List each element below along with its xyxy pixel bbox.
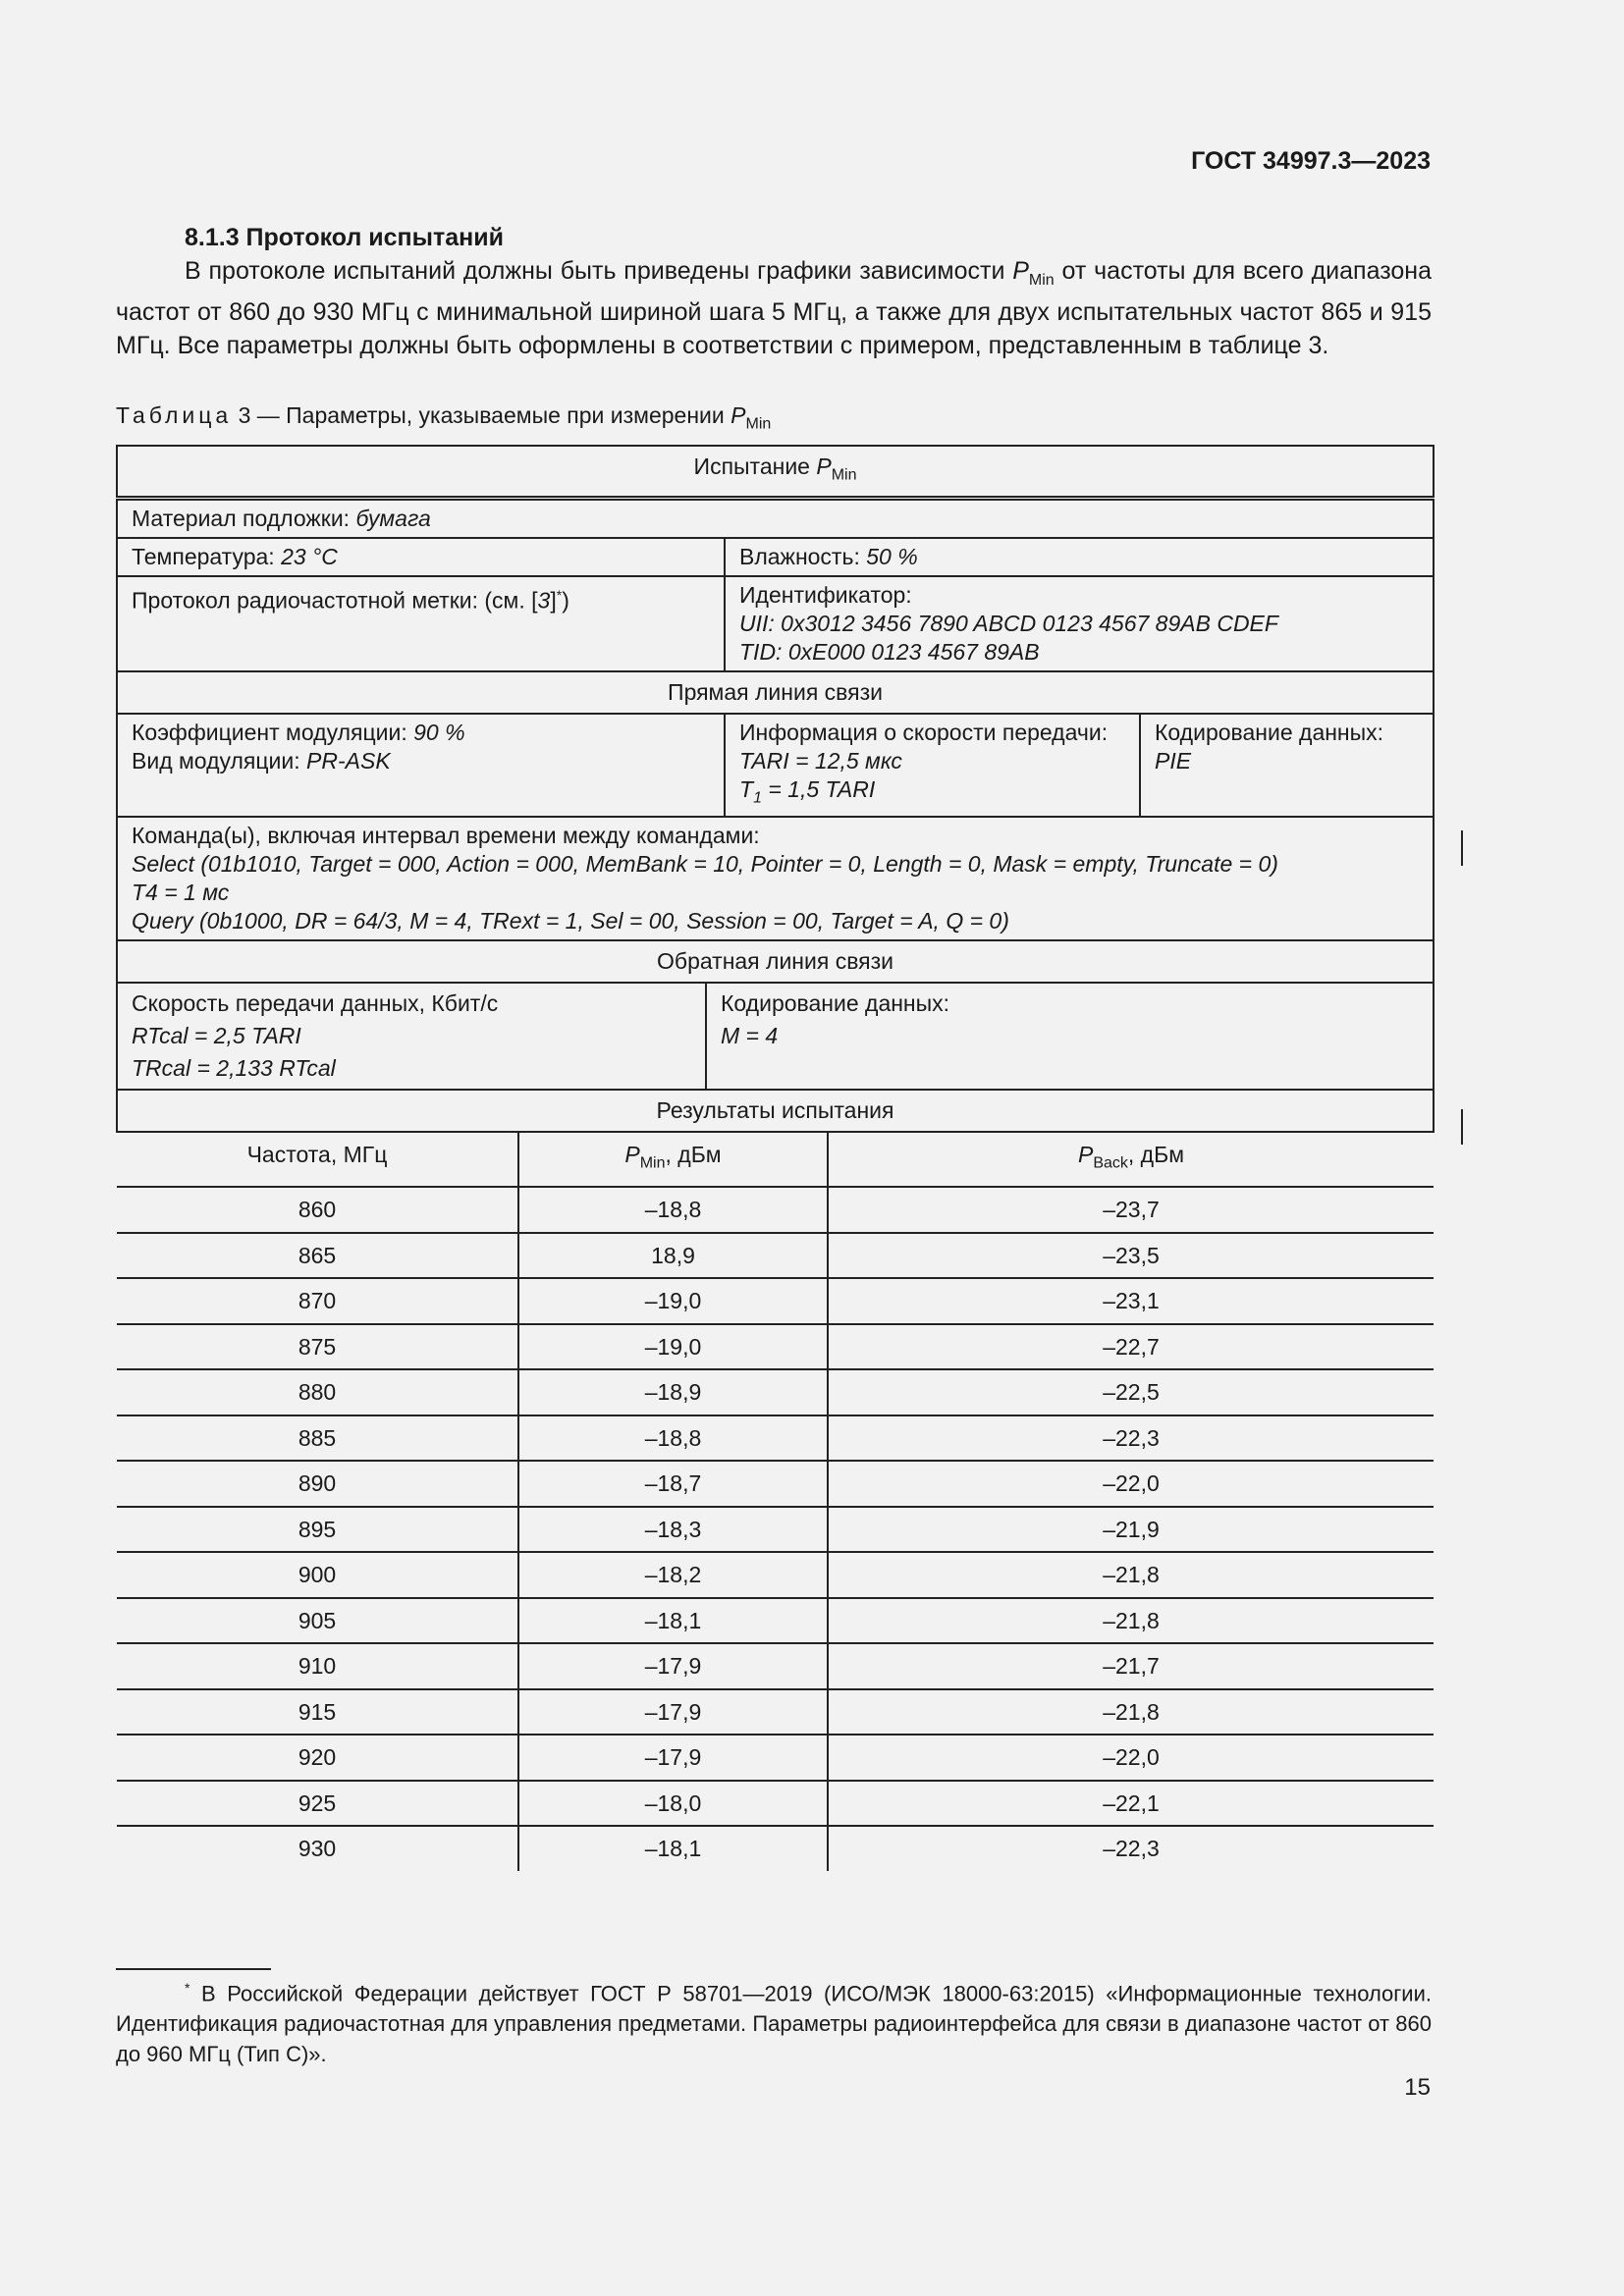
frequency-cell: 865 — [117, 1233, 518, 1279]
humidity-value: 50 % — [866, 543, 918, 569]
pmin-subscript: Min — [639, 1154, 666, 1172]
table-row — [117, 1781, 1434, 1827]
section-8-1-3 — [116, 222, 1432, 362]
protocol-cell — [117, 576, 725, 671]
table-row — [117, 1507, 1434, 1553]
tid-value: TID: 0xE000 0123 4567 89AB — [739, 638, 1040, 665]
para-text-start: В протоколе испытаний должны быть приведены графики зависимости — [185, 256, 1013, 285]
pmin-letter: P — [624, 1142, 640, 1168]
pback-cell: –21,8 — [828, 1552, 1434, 1598]
pmin-cell: –18,8 — [518, 1187, 828, 1233]
mod-index-label: Коэффициент модуляции: — [132, 719, 414, 745]
substrate-cell — [117, 498, 1434, 538]
protocol-label: Протокол радиочастотной метки: (см. [ — [132, 587, 538, 614]
footnote-marker: * — [556, 586, 563, 603]
rtcal-value: RTcal = 2,5 TARI — [132, 1023, 301, 1049]
table-row — [117, 1324, 1434, 1370]
pback-cell: –23,1 — [828, 1278, 1434, 1324]
t1-letter: T — [739, 775, 754, 802]
reverse-encoding-cell — [706, 983, 1434, 1090]
results-header-row — [117, 1133, 1434, 1187]
pmin-cell: –18,7 — [518, 1461, 828, 1507]
table-row — [117, 1735, 1434, 1781]
pback-cell: –22,0 — [828, 1735, 1434, 1781]
caption-p-symbol: P — [731, 402, 746, 428]
pback-cell: –21,7 — [828, 1643, 1434, 1689]
section-paragraph — [116, 255, 1432, 363]
table-row — [117, 1643, 1434, 1689]
pback-subscript: Back — [1093, 1154, 1128, 1172]
protocol-bracket: ] — [550, 587, 557, 614]
results-table — [117, 1133, 1434, 1871]
mod-index-value: 90 % — [413, 719, 465, 745]
reverse-link-header: Обратная линия связи — [117, 940, 1434, 983]
footnote-marker: * — [185, 1980, 190, 1996]
t1-value — [739, 775, 1125, 813]
tari-value: TARI = 12,5 мкс — [739, 747, 902, 774]
caption-p-subscript: Min — [745, 415, 772, 433]
t1-subscript: 1 — [753, 789, 762, 807]
table-row — [117, 1233, 1434, 1279]
pmin-cell: –18,2 — [518, 1552, 828, 1598]
frequency-cell: 895 — [117, 1507, 518, 1553]
pback-cell: –23,5 — [828, 1233, 1434, 1279]
pback-cell: –22,0 — [828, 1461, 1434, 1507]
revision-bar — [1461, 1109, 1463, 1145]
footnote-rule — [116, 1968, 271, 1970]
results-header: Результаты испытания — [117, 1090, 1434, 1132]
table-row — [117, 1369, 1434, 1415]
select-command: Select (01b1010, Target = 000, Action = 000, MemBank = 10, Pointer = 0, Length = 0, Mask = empty, Truncate = 0) — [132, 851, 1278, 878]
encoding-label: Кодирование данных: — [1155, 719, 1384, 745]
section-title: 8.1.3 Протокол испытаний — [185, 224, 504, 251]
pmin-cell: –18,3 — [518, 1507, 828, 1553]
pmin-cell: –18,1 — [518, 1826, 828, 1871]
table-row — [117, 1826, 1434, 1871]
frequency-cell: 880 — [117, 1369, 518, 1415]
page-number: 15 — [1404, 2074, 1431, 2101]
pback-cell: –22,5 — [828, 1369, 1434, 1415]
test-p-symbol: P — [816, 454, 832, 479]
table-row — [117, 1552, 1434, 1598]
data-rate-cell — [117, 983, 706, 1090]
frequency-cell: 905 — [117, 1598, 518, 1644]
modulation-cell — [117, 714, 725, 818]
rate-label: Информация о скорости передачи: — [739, 719, 1109, 745]
commands-label: Команда(ы), включая интервал времени между командами: — [132, 823, 760, 849]
t4-interval: T4 = 1 мс — [132, 880, 230, 906]
table-row — [117, 1689, 1434, 1735]
pback-cell: –22,7 — [828, 1324, 1434, 1370]
caption-text: 3 — Параметры, указываемые при измерении — [232, 402, 731, 428]
substrate-label: Материал подложки: — [132, 505, 356, 531]
humidity-cell — [725, 538, 1434, 576]
pback-cell: –22,3 — [828, 1415, 1434, 1462]
col-frequency: Частота, МГц — [117, 1133, 518, 1187]
temperature-label: Температура: — [132, 543, 282, 569]
reverse-encoding-label: Кодирование данных: — [721, 990, 950, 1017]
uii-value: UII: 0x3012 3456 7890 ABCD 0123 4567 89AB CDEF — [739, 610, 1278, 636]
protocol-ref: 3 — [537, 587, 551, 614]
table-row — [117, 1278, 1434, 1324]
frequency-cell: 930 — [117, 1826, 518, 1871]
footnote — [116, 1973, 1432, 2069]
pback-cell: –22,3 — [828, 1826, 1434, 1871]
pback-cell: –21,8 — [828, 1598, 1434, 1644]
encoding-cell — [1140, 714, 1434, 818]
parameters-table — [116, 445, 1435, 1871]
data-rate-label: Скорость передачи данных, Кбит/с — [132, 990, 499, 1017]
reverse-encoding-value: M = 4 — [721, 1023, 779, 1049]
frequency-cell: 890 — [117, 1461, 518, 1507]
table-row — [117, 1461, 1434, 1507]
table-caption — [116, 402, 771, 434]
forward-link-header: Прямая линия связи — [117, 671, 1434, 714]
pmin-cell: –17,9 — [518, 1643, 828, 1689]
identifier-label: Идентификатор: — [739, 581, 912, 608]
identifier-cell — [725, 576, 1434, 671]
temperature-cell — [117, 538, 725, 576]
substrate-value: бумага — [355, 505, 431, 531]
t1-rest: = 1,5 TARI — [761, 775, 876, 802]
frequency-cell: 860 — [117, 1187, 518, 1233]
table-row — [117, 1187, 1434, 1233]
temperature-value: 23 °C — [281, 543, 338, 569]
frequency-cell: 885 — [117, 1415, 518, 1462]
para-text-end: от частоты для всего диапазона частот от 860 до 930 МГц с минимальной шириной шага 5 МГц, а также для двух испытательных частот 865 и 915 МГц. Все параметры должны быть оформлены в соответствии с примером, представленным в таблице 3. — [116, 256, 1432, 359]
results-container — [117, 1132, 1434, 1871]
pmin-unit: , дБм — [665, 1142, 722, 1168]
p-subscript: Min — [1028, 271, 1055, 289]
pmin-cell: –19,0 — [518, 1324, 828, 1370]
pmin-cell: –18,1 — [518, 1598, 828, 1644]
frequency-cell: 900 — [117, 1552, 518, 1598]
mod-type-label: Вид модуляции: — [132, 747, 307, 774]
table-row — [117, 1598, 1434, 1644]
query-command: Query (0b1000, DR = 64/3, M = 4, TRext = 1, Sel = 00, Session = 00, Target = A, Q = 0) — [132, 908, 1009, 934]
footnote-text: В Российской Федерации действует ГОСТ Р 58701—2019 (ИСО/МЭК 18000-63:2015) «Информационные технологии. Идентификация радиочастотная для управления предметами. Параметры радиоинтерфейса для связи в диапазоне частот от 860 до 960 МГц (Тип С)». — [116, 1981, 1432, 2067]
pback-cell: –22,1 — [828, 1781, 1434, 1827]
test-title-text: Испытание — [693, 454, 817, 479]
pmin-cell: –18,9 — [518, 1369, 828, 1415]
commands-cell — [117, 817, 1434, 940]
frequency-cell: 875 — [117, 1324, 518, 1370]
pmin-cell: 18,9 — [518, 1233, 828, 1279]
results-body — [117, 1133, 1434, 1871]
mod-type-value: PR-ASK — [306, 747, 391, 774]
p-symbol: P — [1012, 256, 1029, 285]
col-pback — [828, 1133, 1434, 1187]
pmin-cell: –18,0 — [518, 1781, 828, 1827]
col-pmin — [518, 1133, 828, 1187]
frequency-cell: 920 — [117, 1735, 518, 1781]
pmin-cell: –17,9 — [518, 1735, 828, 1781]
caption-prefix: Таблица — [116, 402, 233, 428]
revision-bar — [1461, 830, 1463, 866]
pback-letter: P — [1077, 1142, 1094, 1168]
protocol-paren: ) — [562, 587, 569, 614]
pback-cell: –21,8 — [828, 1689, 1434, 1735]
pmin-cell: –18,8 — [518, 1415, 828, 1462]
humidity-label: Влажность: — [739, 543, 867, 569]
frequency-cell: 915 — [117, 1689, 518, 1735]
test-title-cell — [117, 446, 1434, 498]
frequency-cell: 910 — [117, 1643, 518, 1689]
document-id: ГОСТ 34997.3—2023 — [1191, 147, 1431, 175]
trcal-value: TRcal = 2,133 RTcal — [132, 1055, 336, 1082]
table-row — [117, 1415, 1434, 1462]
pback-cell: –21,9 — [828, 1507, 1434, 1553]
pback-unit: , дБм — [1127, 1142, 1185, 1168]
pback-cell: –23,7 — [828, 1187, 1434, 1233]
pmin-cell: –17,9 — [518, 1689, 828, 1735]
pmin-cell: –19,0 — [518, 1278, 828, 1324]
encoding-value: PIE — [1155, 747, 1192, 774]
frequency-cell: 870 — [117, 1278, 518, 1324]
rate-info-cell — [725, 714, 1140, 818]
test-p-subscript: Min — [831, 466, 857, 484]
frequency-cell: 925 — [117, 1781, 518, 1827]
